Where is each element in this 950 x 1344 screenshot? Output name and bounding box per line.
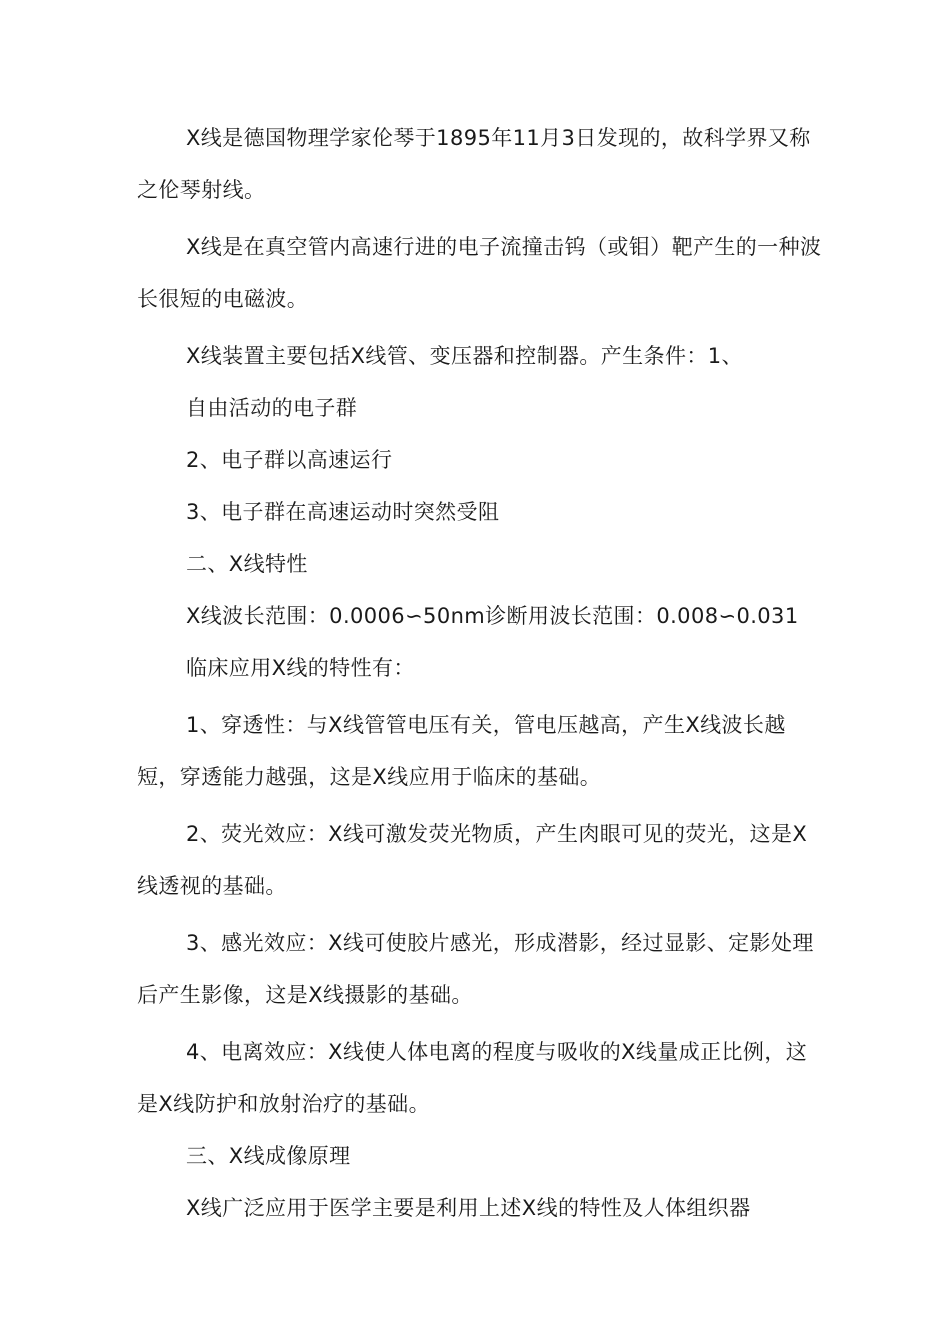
paragraph-wavelength-range: X线波长范围：0.0006∽50nm诊断用波长范围：0.008∽0.031 [186, 604, 799, 628]
paragraph-medical-application: X线广泛应用于医学主要是利用上述X线的特性及人体组织器 [186, 1196, 751, 1220]
paragraph-condition-1: 自由活动的电子群 [186, 396, 358, 420]
paragraph-penetration: 1、穿透性：与X线管管电压有关，管电压越高，产生X线波长越短，穿透能力越强，这是X线应用于临床的基础。 [137, 713, 786, 789]
section-heading-xray-properties: 二、X线特性 [186, 552, 308, 576]
paragraph-fluorescence: 2、荧光效应：X线可激发荧光物质，产生肉眼可见的荧光，这是X线透视的基础。 [137, 822, 808, 898]
document-body [137, 112, 827, 1234]
paragraph-condition-3: 3、电子群在高速运动时突然受阻 [186, 500, 500, 524]
paragraph-xray-definition: X线是在真空管内高速行进的电子流撞击钨（或钼）靶产生的一种波长很短的电磁波。 [137, 235, 822, 311]
paragraph-xray-device: X线装置主要包括X线管、变压器和控制器。产生条件：1、 [186, 344, 743, 368]
paragraph-condition-2: 2、电子群以高速运行 [186, 448, 393, 472]
paragraph-photosensitivity: 3、感光效应：X线可使胶片感光，形成潜影，经过显影、定影处理后产生影像，这是X线摄影的基础。 [137, 931, 814, 1007]
section-heading-imaging-principle: 三、X线成像原理 [186, 1144, 351, 1168]
paragraph-ionization: 4、电离效应：X线使人体电离的程度与吸收的X线量成正比例，这是X线防护和放射治疗的基础。 [137, 1040, 808, 1116]
paragraph-clinical-properties-intro: 临床应用X线的特性有： [186, 656, 415, 680]
paragraph-xray-discovery: X线是德国物理学家伦琴于1895年11月3日发现的，故科学界又称之伦琴射线。 [137, 126, 811, 202]
